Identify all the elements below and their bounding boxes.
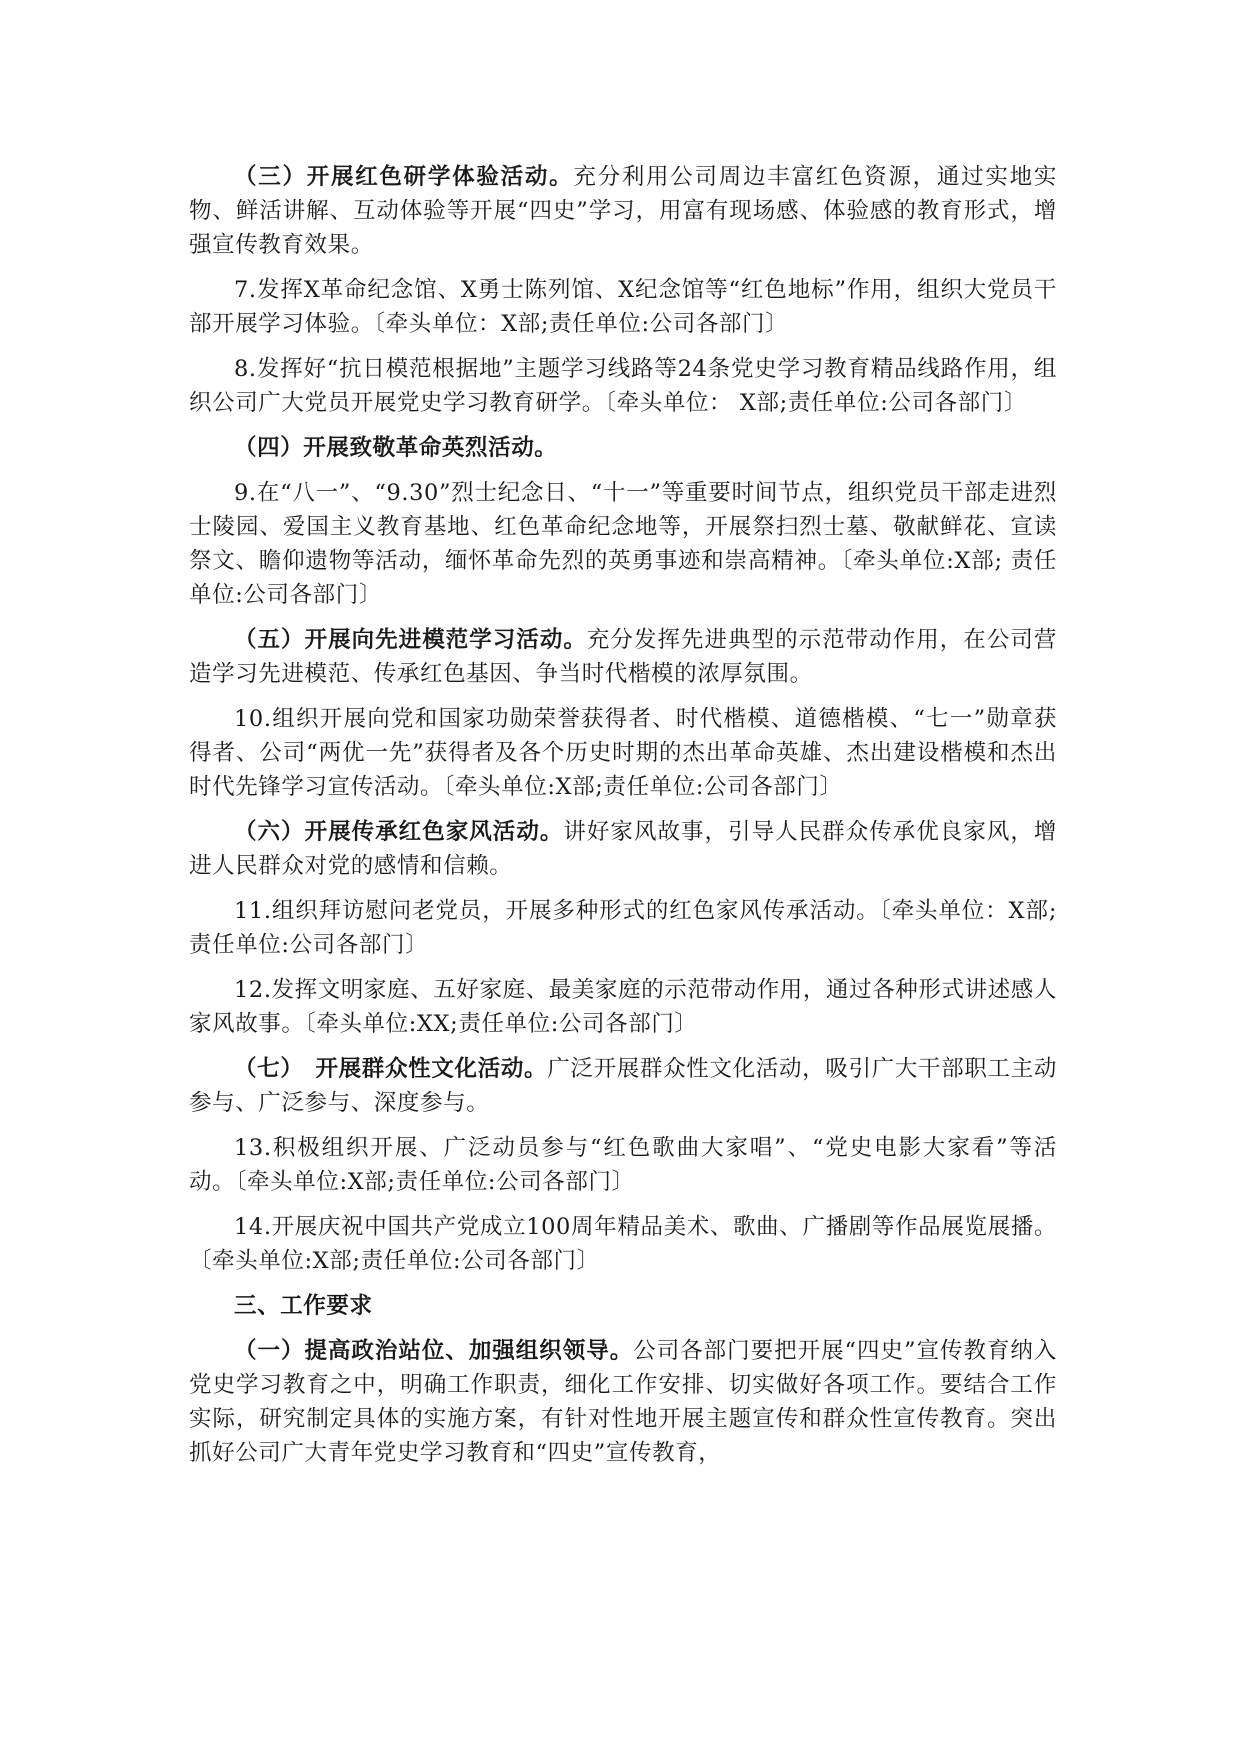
section-paragraph [189, 160, 1057, 262]
paragraph-text: 讲好家风故事，引导人民群众传承优良家风，增进人民群众对党的感情和信赖。 [189, 819, 1057, 879]
list-item: 10.组织开展向党和国家功勋荣誉获得者、时代楷模、道德楷模、“七一”勋章获得者、公司“两优一先”获得者及各个历史时期的杰出革命英雄、杰出建设楷模和杰出时代先锋学习宣传活动。〔牵头单位:X部;责任单位:公司各部门〕 [189, 706, 1057, 800]
section-heading: （一）提高政治站位、加强组织领导。 [234, 1338, 634, 1364]
list-item: 12.发挥文明家庭、五好家庭、最美家庭的示范带动作用，通过各种形式讲述感人家风故事。〔牵头单位:XX;责任单位:公司各部门〕 [189, 977, 1057, 1037]
section-paragraph [189, 623, 1057, 691]
section-heading: （四）开展致敬革命英烈活动。 [234, 435, 558, 461]
section-heading: （三）开展红色研学体验活动。 [234, 164, 574, 190]
section-paragraph [189, 1052, 1057, 1120]
section-heading: （五）开展向先进模范学习活动。 [234, 627, 587, 653]
document-page [189, 160, 1057, 1481]
list-item: 13.积极组织开展、广泛动员参与“红色歌曲大家唱”、“党史电影大家看”等活动。〔牵头单位:X部;责任单位:公司各部门〕 [189, 1135, 1057, 1195]
list-item: 8.发挥好“抗日模范根据地”主题学习线路等24条党史学习教育精品线路作用，组织公司广大党员开展党史学习教育研学。〔牵头单位： X部;责任单位:公司各部门〕 [189, 356, 1057, 416]
list-item: 7.发挥X革命纪念馆、X勇士陈列馆、X纪念馆等“红色地标”作用，组织大党员干部开展学习体验。〔牵头单位：X部;责任单位:公司各部门〕 [189, 277, 1057, 337]
section-heading: （六）开展传承红色家风活动。 [234, 819, 564, 845]
section-heading: 三、工作要求 [234, 1293, 373, 1319]
paragraph-text: 广泛开展群众性文化活动，吸引广大干部职工主动参与、广泛参与、深度参与。 [189, 1056, 1058, 1116]
paragraph-text: 充分发挥先进典型的示范带动作用，在公司营造学习先进模范、传承红色基因、争当时代楷模的浓厚氛围。 [189, 627, 1057, 687]
list-item: 9.在“八一”、“9.30”烈士纪念日、“十一”等重要时间节点，组织党员干部走进烈士陵园、爱国主义教育基地、红色革命纪念地等，开展祭扫烈士墓、敬献鲜花、宣读祭文、瞻仰遗物等活动，缅怀革命先烈的英勇事迹和崇高精神。〔牵头单位:X部; 责任单位:公司各部门〕 [189, 480, 1057, 608]
list-item: 11.组织拜访慰问老党员，开展多种形式的红色家风传承活动。〔牵头单位：X部;责任单位:公司各部门〕 [189, 898, 1057, 958]
paragraph-text: 公司各部门要把开展“四史”宣传教育纳入党史学习教育之中，明确工作职责，细化工作安排、切实做好各项工作。要结合工作实际，研究制定具体的实施方案，有针对性地开展主题宣传和群众性宣传教育。突出抓好公司广大青年党史学习教育和“四史”宣传教育， [189, 1338, 1058, 1466]
list-item: 14.开展庆祝中国共产党成立100周年精品美术、歌曲、广播剧等作品展览展播。〔牵头单位:X部;责任单位:公司各部门〕 [189, 1214, 1057, 1274]
section-paragraph [189, 1334, 1057, 1470]
paragraph-text: 充分利用公司周边丰富红色资源，通过实地实物、鲜活讲解、互动体验等开展“四史”学习，用富有现场感、体验感的教育形式，增强宣传教育效果。 [189, 164, 1057, 258]
section-paragraph [189, 815, 1057, 883]
section-heading: （七） 开展群众性文化活动。 [234, 1056, 548, 1082]
